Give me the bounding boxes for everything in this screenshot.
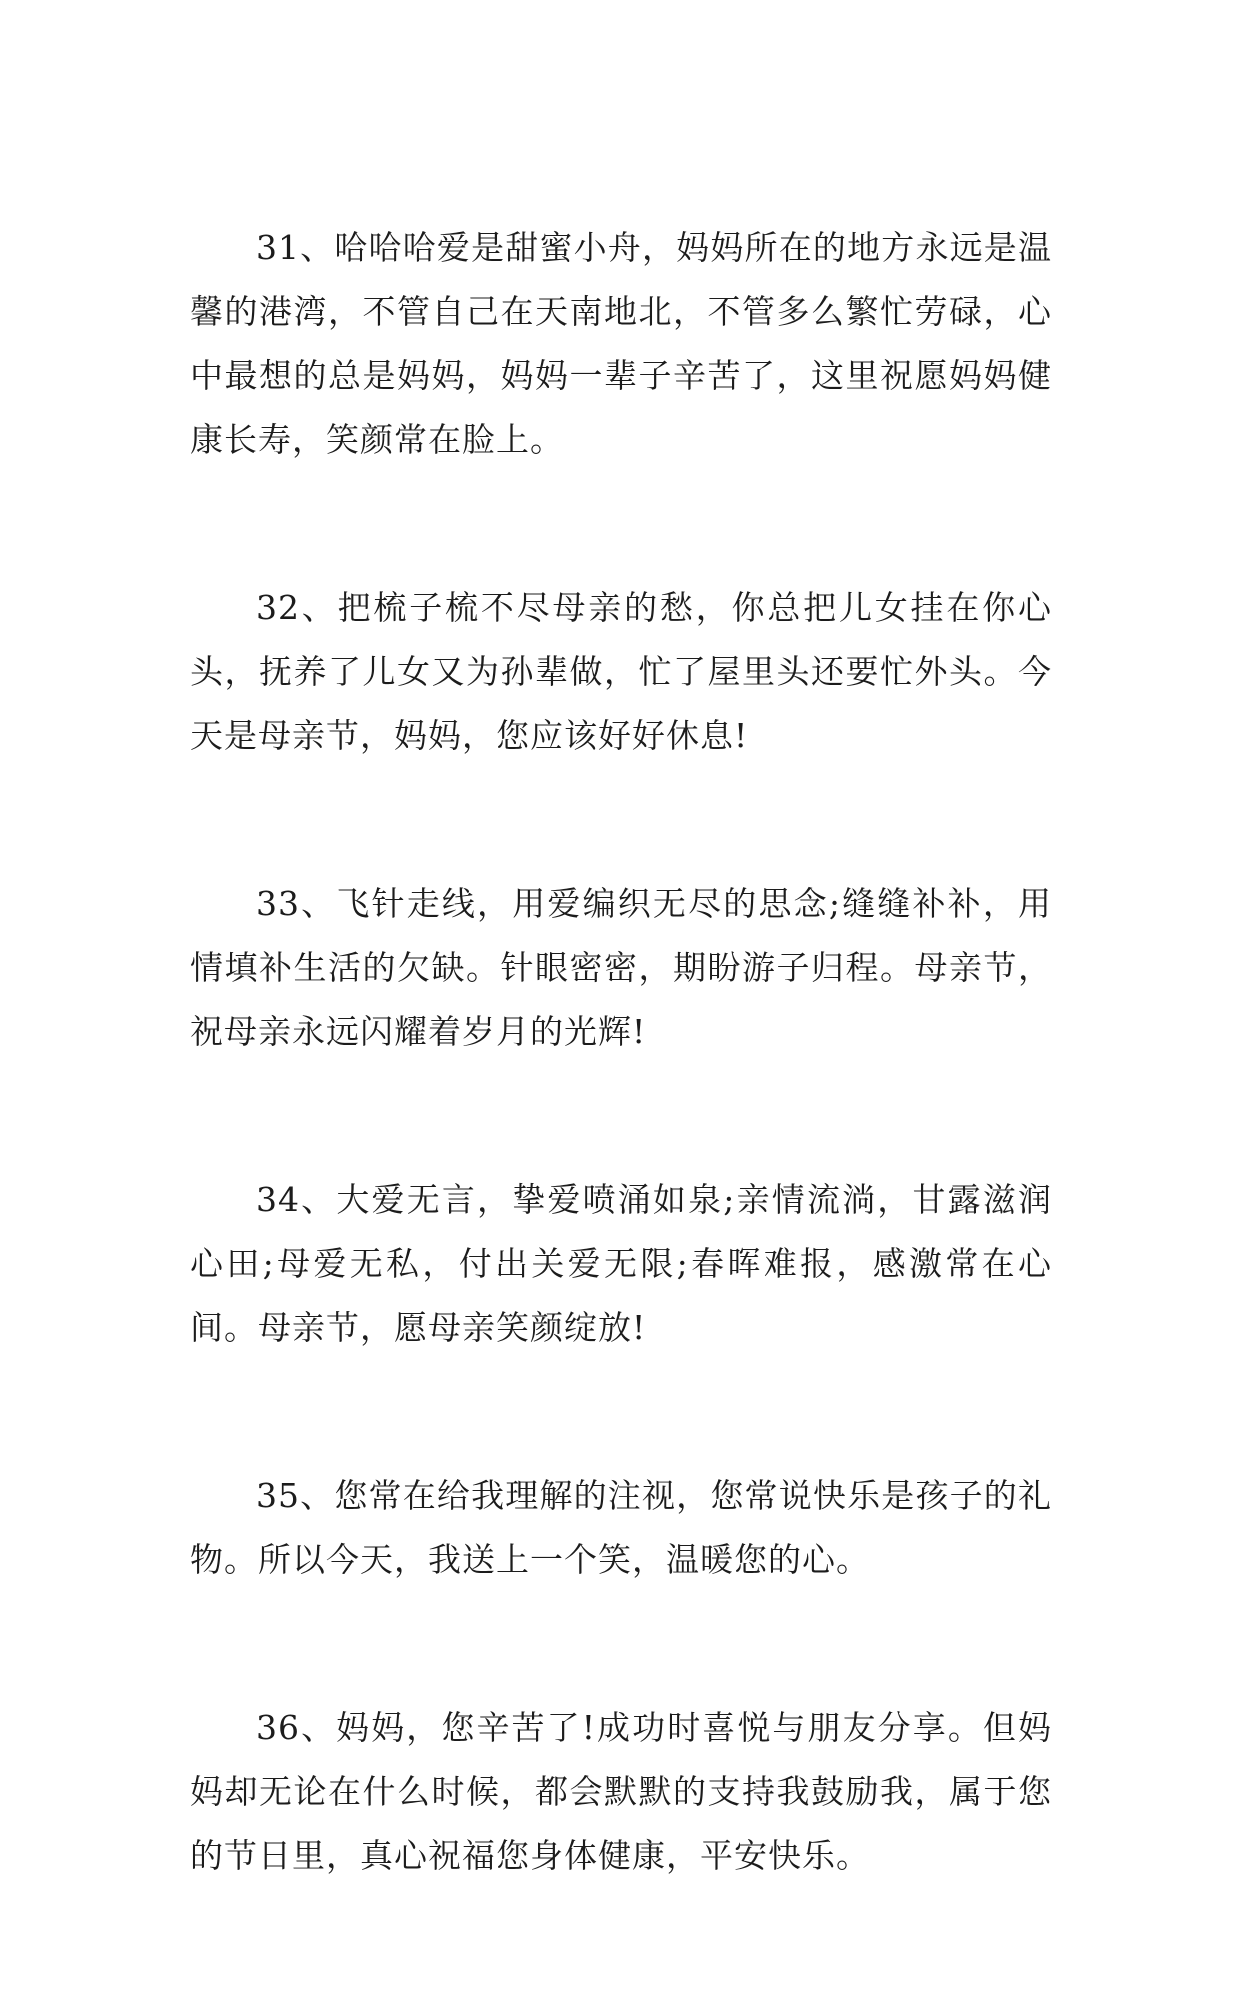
paragraph-34: 34、大爱无言，挚爱喷涌如泉;亲情流淌，甘露滋润心田;母爱无私，付出关爱无限;春晖难报，感激常在心间。母亲节，愿母亲笑颜绽放! — [190, 1180, 1052, 1347]
paragraph-36: 36、妈妈，您辛苦了!成功时喜悦与朋友分享。但妈妈却无论在什么时候，都会默默的支持我鼓励我，属于您的节日里，真心祝福您身体健康，平安快乐。 — [190, 1708, 1052, 1875]
document-body — [190, 216, 1052, 1992]
paragraph-31: 31、哈哈哈爱是甜蜜小舟，妈妈所在的地方永远是温馨的港湾，不管自己在天南地北，不管多么繁忙劳碌，心中最想的总是妈妈，妈妈一辈子辛苦了，这里祝愿妈妈健康长寿，笑颜常在脸上。 — [190, 228, 1052, 459]
paragraph-35: 35、您常在给我理解的注视，您常说快乐是孩子的礼物。所以今天，我送上一个笑，温暖您的心。 — [190, 1476, 1052, 1579]
paragraph-33: 33、飞针走线，用爱编织无尽的思念;缝缝补补，用情填补生活的欠缺。针眼密密，期盼游子归程。母亲节，祝母亲永远闪耀着岁月的光辉! — [190, 884, 1052, 1051]
paragraph-32: 32、把梳子梳不尽母亲的愁，你总把儿女挂在你心头，抚养了儿女又为孙辈做，忙了屋里头还要忙外头。今天是母亲节，妈妈，您应该好好休息! — [190, 588, 1052, 755]
